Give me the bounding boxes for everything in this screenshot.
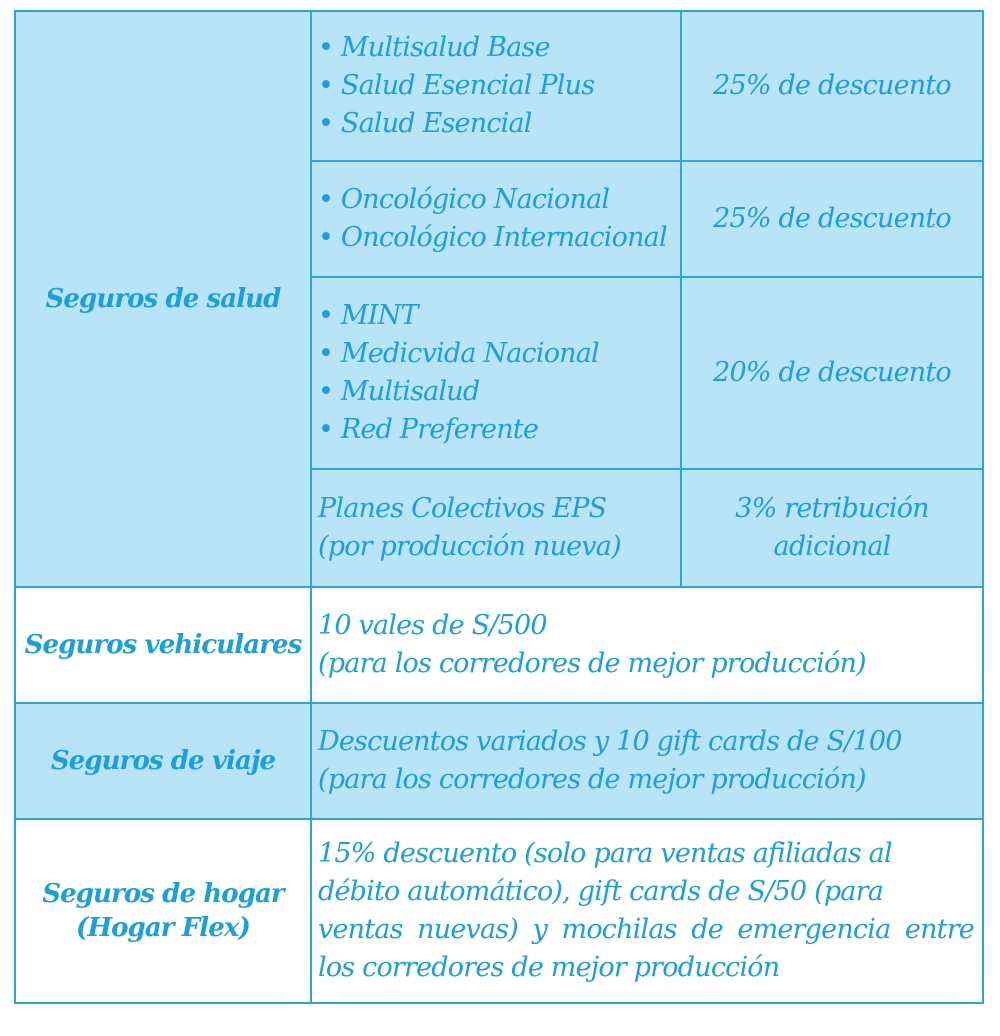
benefits-table xyxy=(14,10,984,1004)
benefit-text: 15% descuento (solo para ventas afiliadas al xyxy=(318,838,892,869)
category-health xyxy=(14,10,312,588)
health-plan-3-items xyxy=(310,276,682,470)
plan-item: • Salud Esencial Plus xyxy=(318,70,595,101)
plan-item: • MINT xyxy=(318,300,418,331)
benefit-text: (para los corredores de mejor producción) xyxy=(318,648,866,679)
benefit-text: los corredores de mejor producción xyxy=(318,952,780,983)
category-vehicle xyxy=(14,586,312,704)
plan-item: • Multisalud Base xyxy=(318,32,550,63)
category-health-label: Seguros de salud xyxy=(45,284,281,314)
plan-item: • Multisalud xyxy=(318,376,480,407)
benefit-text: 25% de descuento xyxy=(713,203,951,234)
health-plan-4-items xyxy=(310,468,682,588)
health-plan-4-benefit xyxy=(680,468,984,588)
benefit-text: adicional xyxy=(773,531,891,562)
benefit-text: débito automático), gift cards de S/50 (para xyxy=(318,876,884,907)
plan-item: • Red Preferente xyxy=(318,414,539,445)
plan-item: Planes Colectivos EPS xyxy=(318,493,607,524)
health-plan-2-items xyxy=(310,160,682,278)
benefit-text: Descuentos variados y 10 gift cards de S/100 xyxy=(318,726,902,757)
benefit-text: 25% de descuento xyxy=(713,70,951,101)
health-plan-1-items xyxy=(310,10,682,162)
vehicle-benefit xyxy=(310,586,984,704)
health-plan-2-benefit xyxy=(680,160,984,278)
plan-item: • Oncológico Nacional xyxy=(318,184,610,215)
category-vehicle-label: Seguros vehiculares xyxy=(24,630,302,660)
benefit-text: ventas nuevas) y mochilas de emergencia entre xyxy=(318,914,974,945)
benefit-text: 3% retribución xyxy=(735,493,929,524)
category-home-label: Seguros de hogar xyxy=(42,879,284,909)
plan-item: • Oncológico Internacional xyxy=(318,222,667,253)
travel-benefit xyxy=(310,702,984,820)
plan-item: • Medicvida Nacional xyxy=(318,338,599,369)
category-travel xyxy=(14,702,312,820)
health-plan-3-benefit xyxy=(680,276,984,470)
plan-item: • Salud Esencial xyxy=(318,108,532,139)
home-benefit xyxy=(310,818,984,1004)
benefit-text: (para los corredores de mejor producción) xyxy=(318,764,866,795)
benefit-text: 10 vales de S/500 xyxy=(318,610,547,641)
plan-item: (por producción nueva) xyxy=(318,531,621,562)
benefit-text: 20% de descuento xyxy=(713,357,951,388)
category-home-sublabel: (Hogar Flex) xyxy=(76,913,250,943)
health-plan-1-benefit xyxy=(680,10,984,162)
category-travel-label: Seguros de viaje xyxy=(50,746,276,776)
category-home xyxy=(14,818,312,1004)
